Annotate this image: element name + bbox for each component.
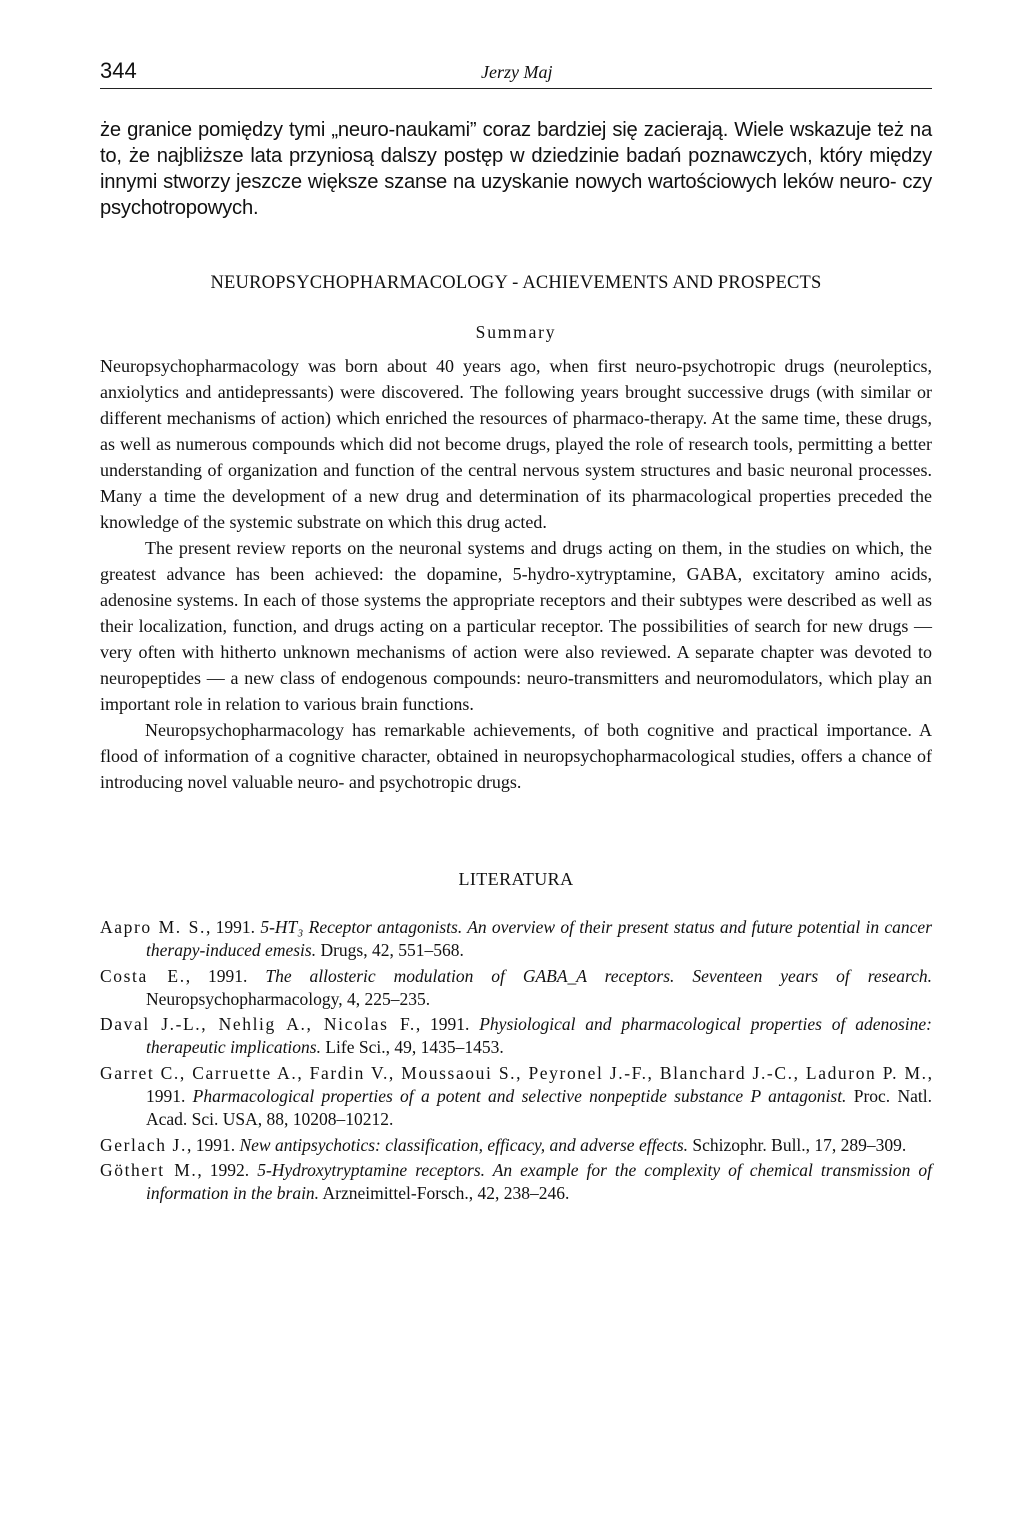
document-page <box>100 56 932 1208</box>
intro-paragraph: że granice pomiędzy tymi „neuro-naukami” coraz bardziej się zacierają. Wiele wskazuje też na to, że najbliższe lata przyniosą dalszy postęp w dziedzinie badań poznawczych, który między innymi stworzy jeszcze większe szanse na uzyskanie nowych wartościowych leków neuro- czy psychotropowych. <box>100 119 932 219</box>
reference-source: Proc. Natl. Acad. Sci. USA, 88, 10208–10212. <box>146 1086 932 1130</box>
reference-title: 5-Hydroxytryptamine receptors. An example for the complexity of chemical transmission of information in the brain. <box>146 1159 932 1204</box>
reference-title: 5-HT₃ Receptor antagonists. An overview of their present status and future potential in cancer therapy-induced emesis. <box>146 917 932 961</box>
reference-authors: Garret C., Carruette A., Fardin V., Moussaoui S., Peyronel J.-F., Blanchard J.-C., Laduron P. M. <box>100 1062 928 1083</box>
summary-body <box>100 353 932 795</box>
reference-title: Physiological and pharmacological properties of adenosine: therapeutic implications. <box>146 1014 932 1058</box>
running-head-author: Jerzy Maj <box>481 62 553 82</box>
reference-item <box>100 1013 932 1060</box>
reference-year: , 1992. <box>197 1159 258 1180</box>
summary-paragraph-1: Neuropsychopharmacology was born about 40 years ago, when first neuro-psychotropic drugs (neuroleptics, anxiolytics and antidepressants) were discovered. The following years brought successive drugs (with similar or different mechanisms of action) which enriched the resources of pharmaco-therapy. At the same time, these drugs, as well as numerous compounds which did not become drugs, played the role of research tools, permitting a better understanding of organization and function of the central nervous system structures and basic neuronal processes. Many a time the development of a new drug and determination of its pharmacological properties preceded the knowledge of the systemic substrate on which this drug acted. <box>100 356 932 532</box>
reference-authors: Göthert M. <box>100 1159 198 1180</box>
literature-heading: LITERATURA <box>458 869 574 889</box>
summary-heading: Summary <box>475 322 557 342</box>
reference-item <box>100 1062 932 1132</box>
section-title: NEUROPSYCHOPHARMACOLOGY - ACHIEVEMENTS AND PROSPECTS <box>210 273 822 293</box>
reference-title: Pharmacological properties of a potent and selective nonpeptide substance P antagonist. <box>192 1086 847 1107</box>
reference-item <box>100 965 932 1012</box>
reference-title: New antipsychotics: classification, efficacy, and adverse effects. <box>239 1134 689 1155</box>
reference-authors: Gerlach J. <box>100 1134 187 1155</box>
summary-paragraph-2: The present review reports on the neuronal systems and drugs acting on them, in the studies on which, the greatest advance has been achieved: the dopamine, 5-hydro-xytryptamine, GABA, excitatory amino acids, adenosine systems. In each of those systems the appropriate receptors and their subtypes were described as well as their localization, function, and drugs acting on a particular receptor. The possibilities of search for new drugs — very often with hitherto unknown mechanisms of action were also reviewed. A separate chapter was devoted to neuropeptides — a new class of endogenous compounds: neuro-transmitters and neuromodulators, which play an important role in relation to various brain functions. <box>100 538 932 714</box>
reference-item <box>100 1134 932 1157</box>
reference-authors: Costa E. <box>100 965 186 986</box>
reference-item <box>100 1159 932 1206</box>
page-number: 344 <box>100 58 137 83</box>
reference-source: Drugs, 42, 551–568. <box>316 940 464 961</box>
reference-item <box>100 916 932 963</box>
reference-year: , 1991. <box>205 917 261 937</box>
summary-paragraph-3: Neuropsychopharmacology has remarkable achievements, of both cognitive and practical importance. A flood of information of a cognitive character, obtained in neuropsychopharmacological studies, offers a chance of introducing novel valuable neuro- and psychotropic drugs. <box>100 720 932 792</box>
reference-authors: Aapro M. S. <box>100 917 206 937</box>
reference-source: Arzneimittel-Forsch., 42, 238–246. <box>319 1183 570 1204</box>
reference-list <box>100 916 932 1206</box>
reference-year: , 1991. <box>415 1014 480 1035</box>
reference-source: Neuropsychopharmacology, 4, 225–235. <box>146 988 431 1009</box>
reference-title: The allosteric modulation of GABA_A receptors. Seventeen years of research. <box>265 965 933 986</box>
reference-year: , 1991. <box>185 965 266 986</box>
reference-source: Life Sci., 49, 1435–1453. <box>320 1037 504 1058</box>
reference-source: Schizophr. Bull., 17, 289–309. <box>688 1134 907 1155</box>
reference-authors: Daval J.-L., Nehlig A., Nicolas F. <box>100 1014 416 1035</box>
reference-year: , 1991. <box>186 1134 240 1155</box>
reference-year: , 1991. <box>146 1062 932 1107</box>
page-header <box>100 56 932 89</box>
